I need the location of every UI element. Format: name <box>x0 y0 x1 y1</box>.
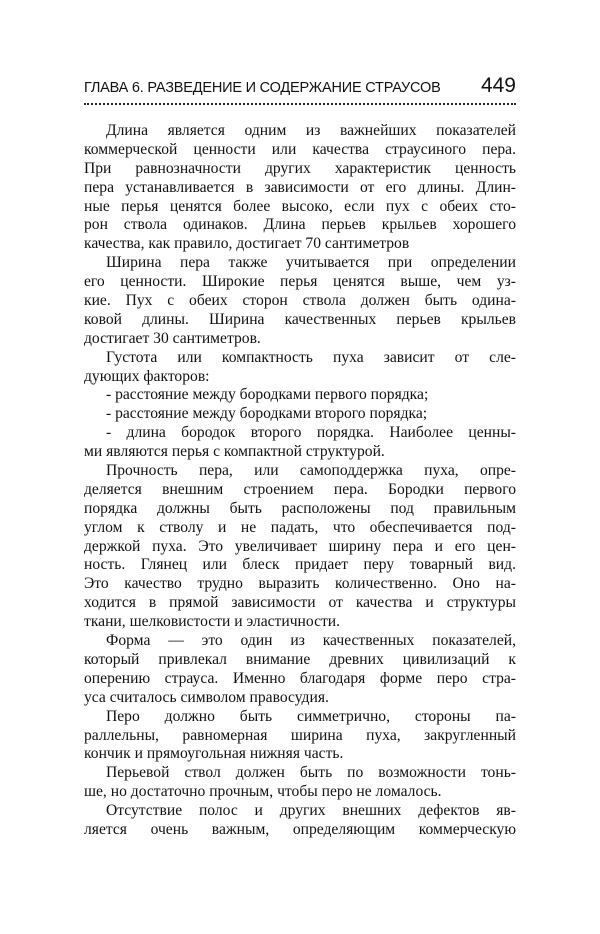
text-line: ные перья ценятся более высоко, если пух с обеих сто- <box>84 197 516 215</box>
text-line: ткани, шелковистости и эластичности. <box>84 613 341 631</box>
text-line: раллельны, равномерная ширина пуха, закругленный <box>84 726 516 744</box>
text-line: пера устанавливается в зависимости от его длины. Длин- <box>84 178 516 196</box>
text-line: Длина является одним из важнейших показателей <box>106 122 516 139</box>
text-line: качества, как правило, достигает 70 сантиметров <box>84 235 410 253</box>
text-line: ковой длины. Ширина качественных перьев крыльев <box>84 310 516 328</box>
text-line: порядка должны быть расположены под правильным <box>84 499 516 517</box>
text-line: ше, но достаточно прочным, чтобы перо не ломалось. <box>84 783 442 801</box>
text-line: Отсутствие полос и других внешних дефектов яв- <box>106 802 516 820</box>
text-line: углом к стволу и не падать, что обеспечивается под- <box>84 518 516 536</box>
text-line: деляется внешним строением пера. Бородки первого <box>84 480 516 498</box>
text-line: Форма — это один из качественных показателей, <box>106 632 516 650</box>
page-number: 449 <box>480 74 516 97</box>
text-line: держкой пуха. Это увеличивает ширину пера и его цен- <box>84 537 516 555</box>
text-line: При равнозначности других характеристик ценность <box>84 159 516 177</box>
text-line: достигает 30 сантиметров. <box>84 329 261 347</box>
text-line: - длина бородок второго порядка. Наиболее ценны- <box>106 424 516 442</box>
text-line: Густота или компактность пуха зависит от сле- <box>106 348 516 366</box>
chapter-title: ГЛАВА 6. РАЗВЕДЕНИЕ И СОДЕРЖАНИЕ СТРАУСОВ <box>84 80 441 96</box>
text-line: рон ствола одинаков. Длина перьев крыльев хорошего <box>84 216 516 234</box>
text-line: ходится в прямой зависимости от качества и структуры <box>84 594 516 612</box>
text-line: коммерческой ценности или качества страусиного пера. <box>84 140 516 158</box>
text-line: Ширина пера также учитывается при определении <box>106 254 516 272</box>
text-line: - расстояние между бородками первого порядка; <box>106 386 429 404</box>
text-line: ми являются перья с компактной структурой. <box>84 443 385 461</box>
text-line: уса считалось символом правосудия. <box>84 688 329 706</box>
text-line: его ценности. Широкие перья ценятся выше, чем уз- <box>84 273 516 291</box>
text-line: кие. Пух с обеих сторон ствола должен быть одина- <box>84 292 516 310</box>
text-line: Это качество трудно выразить количественно. Оно на- <box>84 575 516 593</box>
header-dotted-rule <box>84 103 516 105</box>
text-line: дующих факторов: <box>84 367 210 385</box>
body-text <box>84 122 516 840</box>
text-line: оперению страуса. Именно благодаря форме перо стра- <box>84 669 516 687</box>
text-line: - расстояние между бородками второго порядка; <box>106 405 428 423</box>
text-line: Перо должно быть симметрично, стороны па- <box>106 707 516 725</box>
running-head <box>84 74 516 104</box>
text-line: который привлекал внимание древних цивилизаций к <box>84 650 516 668</box>
text-line: кончик и прямоугольная нижняя часть. <box>84 745 344 763</box>
text-line: ность. Глянец или блеск придает перу товарный вид. <box>84 556 516 574</box>
text-line: Прочность пера, или самоподдержка пуха, опре- <box>106 462 516 480</box>
text-line: Перьевой ствол должен быть по возможности тонь- <box>106 764 516 782</box>
text-line: ляется очень важным, определяющим коммерческую <box>84 820 516 838</box>
